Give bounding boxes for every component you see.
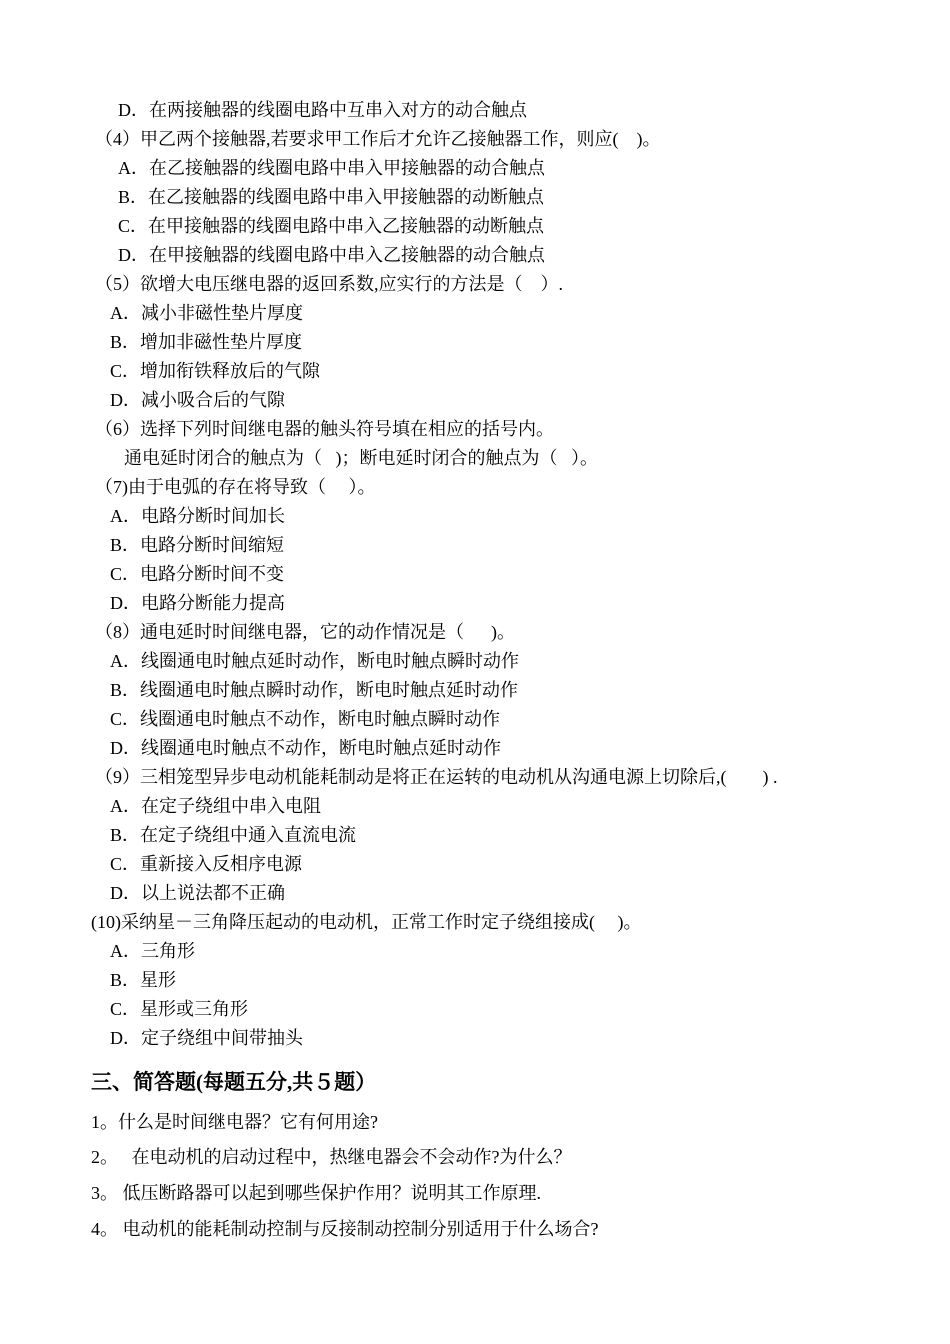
option-line: D．在两接触器的线圈电路中互串入对方的动合触点	[118, 100, 527, 120]
option-line: C．电路分断时间不变	[110, 564, 285, 584]
option-line: D．减小吸合后的气隙	[110, 390, 285, 410]
option-line: A．线圈通电时触点延时动作，断电时触点瞬时动作	[110, 651, 519, 671]
option-line: C．线圈通电时触点不动作，断电时触点瞬时动作	[110, 709, 501, 729]
option-line: C．星形或三角形	[110, 999, 249, 1019]
question-line: （9）三相笼型异步电动机能耗制动是将正在运转的电动机从沟通电源上切除后,( ) .	[95, 767, 778, 787]
option-line: C．重新接入反相序电源	[110, 854, 303, 874]
question-line: （4）甲乙两个接触器,若要求甲工作后才允许乙接触器工作，则应( )。	[95, 129, 661, 149]
option-line: B．在乙接触器的线圈电路中串入甲接触器的动断触点	[118, 187, 545, 207]
option-line: D．线圈通电时触点不动作，断电时触点延时动作	[110, 738, 501, 758]
option-line: C．在甲接触器的线圈电路中串入乙接触器的动断触点	[118, 216, 545, 236]
option-line: A．电路分断时间加长	[110, 506, 285, 526]
option-line: A．减小非磁性垫片厚度	[110, 303, 303, 323]
short-answer-question: 2。 在电动机的启动过程中，热继电器会不会动作?为什么？	[91, 1147, 572, 1167]
option-line: B．增加非磁性垫片厚度	[110, 332, 303, 352]
question-line: （8）通电延时时间继电器，它的动作情况是（ )。	[95, 622, 515, 642]
question-line: （5）欲增大电压继电器的返回系数,应实行的方法是（ ）.	[95, 274, 563, 294]
option-line: D．以上说法都不正确	[110, 883, 285, 903]
option-line: A．在定子绕组中串入电阻	[110, 796, 321, 816]
option-line: D．定子绕组中间带抽头	[110, 1028, 303, 1048]
question-subline: 通电延时闭合的触点为（ )；断电延时闭合的触点为（ ）。	[124, 448, 598, 468]
section-heading: 三、简答题(每题五分,共５题）	[91, 1070, 377, 1094]
option-line: D．电路分断能力提高	[110, 593, 285, 613]
question-line: (10)采纳星－三角降压起动的电动机，正常工作时定子绕组接成( )。	[91, 912, 642, 932]
option-line: A．在乙接触器的线圈电路中串入甲接触器的动合触点	[118, 158, 545, 178]
short-answer-question: 1。什么是时间继电器？它有何用途?	[91, 1112, 378, 1132]
option-line: B．电路分断时间缩短	[110, 535, 285, 555]
option-line: D．在甲接触器的线圈电路中串入乙接触器的动合触点	[118, 245, 545, 265]
question-line: （6）选择下列时间继电器的触头符号填在相应的括号内。	[95, 419, 554, 439]
option-line: A．三角形	[110, 941, 195, 961]
option-line: C．增加衔铁释放后的气隙	[110, 361, 321, 381]
option-line: B．在定子绕组中通入直流电流	[110, 825, 357, 845]
question-line: （7)由于电弧的存在将导致（ ）。	[95, 477, 376, 497]
option-line: B．星形	[110, 970, 177, 990]
option-line: B．线圈通电时触点瞬时动作，断电时触点延时动作	[110, 680, 519, 700]
short-answer-question: 3。 低压断路器可以起到哪些保护作用？说明其工作原理.	[91, 1183, 541, 1203]
short-answer-question: 4。 电动机的能耗制动控制与反接制动控制分别适用于什么场合?	[91, 1219, 599, 1239]
